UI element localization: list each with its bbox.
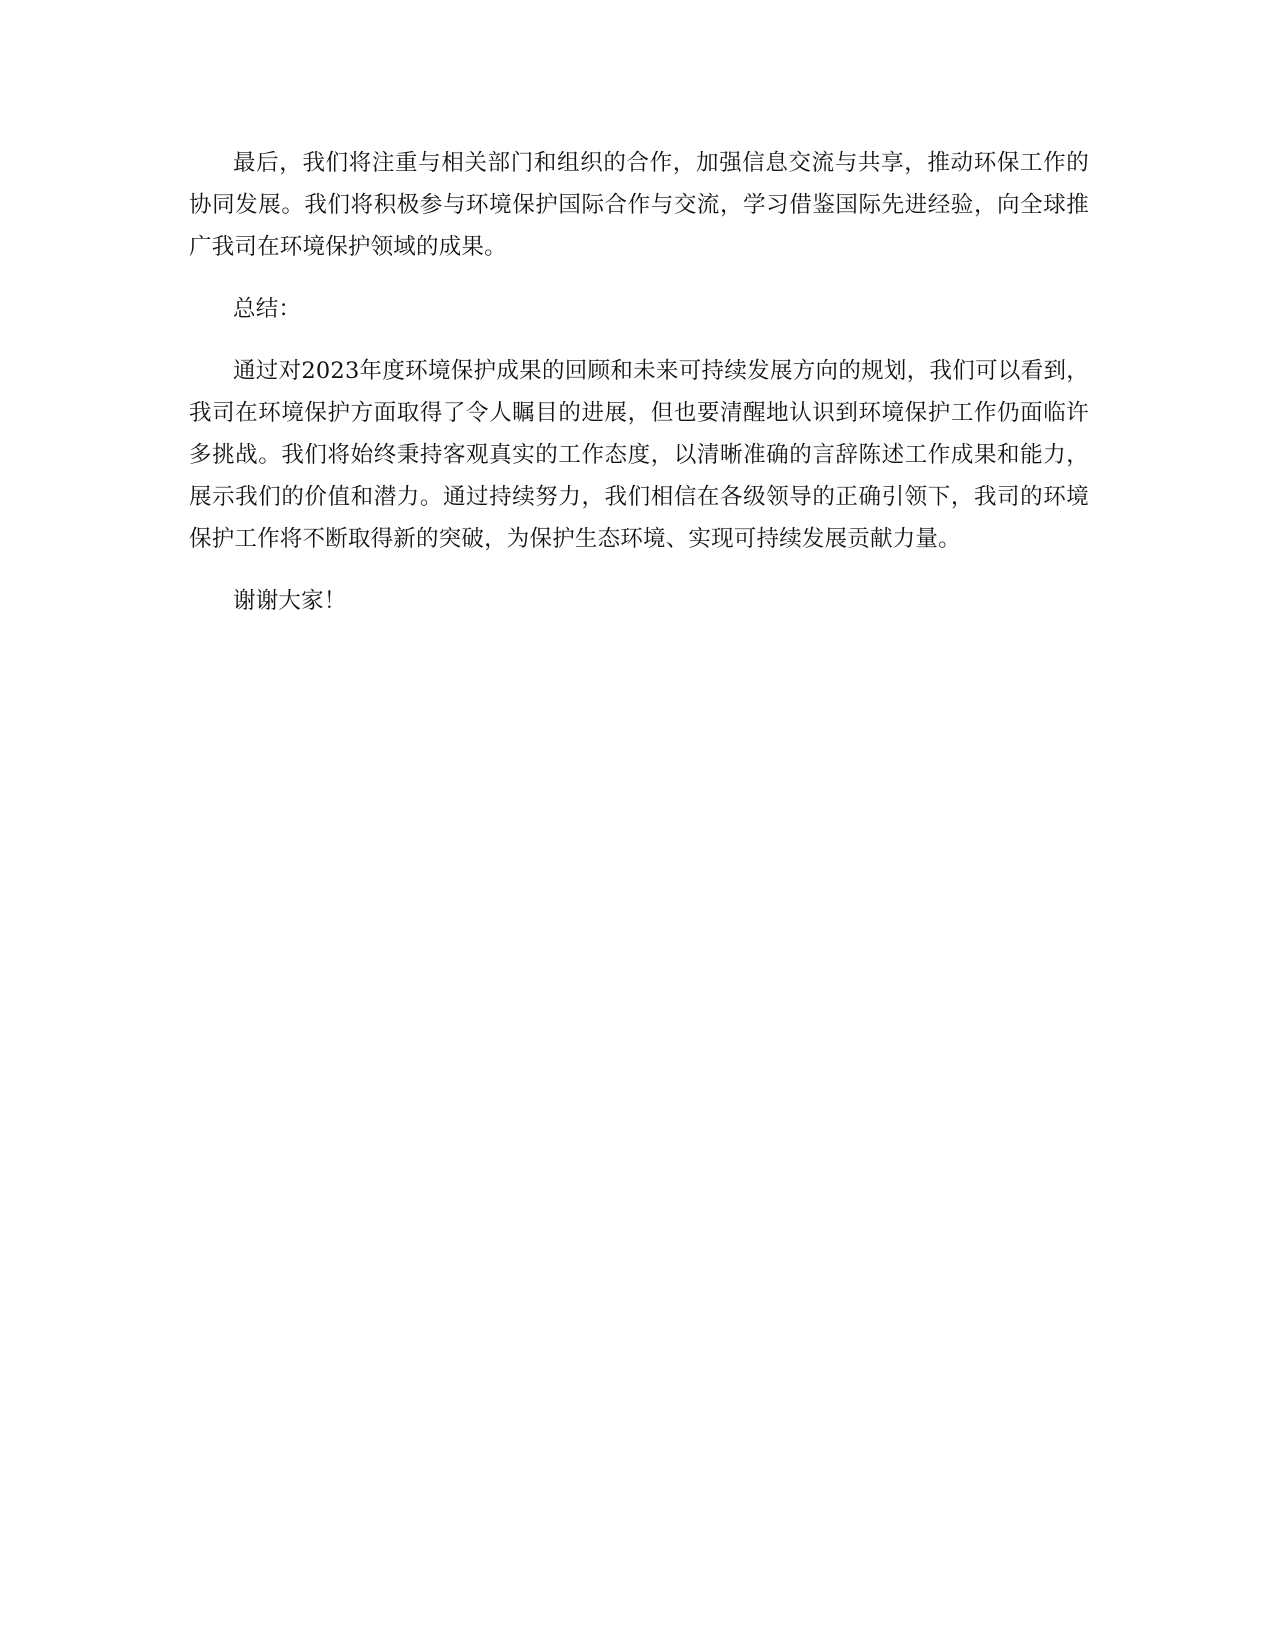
- document-body: [189, 142, 1089, 642]
- paragraph-thanks: 谢谢大家！: [233, 588, 347, 614]
- paragraph-summary: 通过对2023年度环境保护成果的回顾和未来可持续发展方向的规划，我们可以看到，我司在环境保护方面取得了令人瞩目的进展，但也要清醒地认识到环境保护工作仍面临许多挑战。我们将始终秉持客观真实的工作态度，以清晰准确的言辞陈述工作成果和能力，展示我们的价值和潜力。通过持续努力，我们相信在各级领导的正确引领下，我司的环境保护工作将不断取得新的突破，为保护生态环境、实现可持续发展贡献力量。: [189, 358, 1089, 552]
- paragraph-cooperation: 最后，我们将注重与相关部门和组织的合作，加强信息交流与共享，推动环保工作的协同发展。我们将积极参与环境保护国际合作与交流，学习借鉴国际先进经验，向全球推广我司在环境保护领域的成果。: [189, 150, 1089, 260]
- paragraph-summary-heading: 总结：: [233, 296, 302, 322]
